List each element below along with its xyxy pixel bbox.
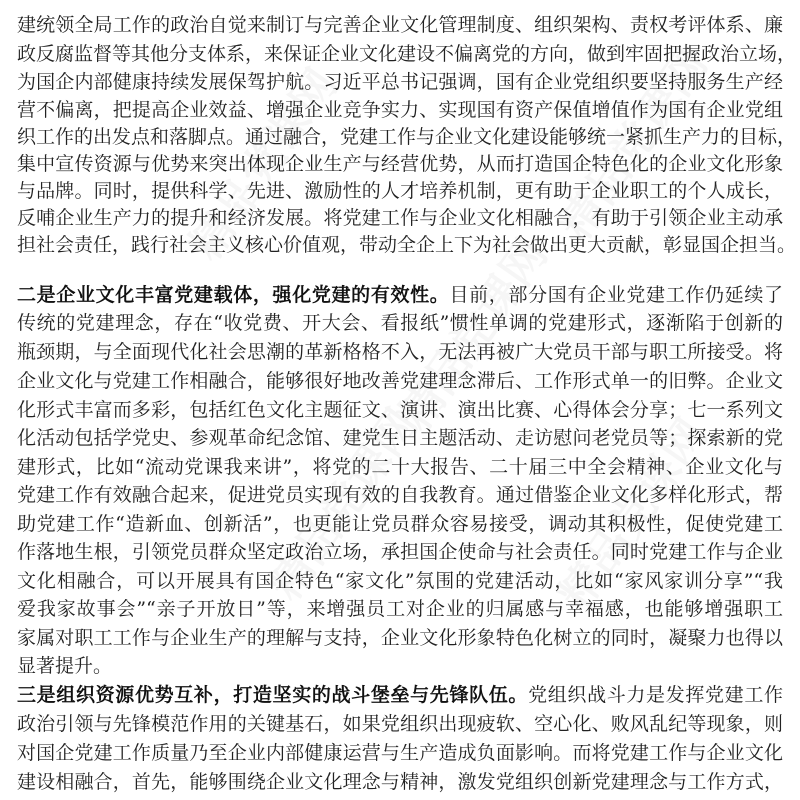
text-line [17, 567, 783, 595]
line-text: 化形式丰富而多彩，包括红色文化主题征文、演讲、演出比赛、心得体会分享；七一系列文 [17, 399, 783, 421]
text-line [17, 538, 783, 566]
line-text: 建形式，比如“流动党课我来讲”，将党的二十大报告、二十届三中全会精神、企业文化与 [17, 456, 783, 478]
text-line [17, 150, 783, 178]
line-text: 织工作的出发点和落脚点。通过融合，党建工作与企业文化建设能够统一紧抓生产力的目标， [17, 126, 797, 148]
line-text: 担社会责任，践行社会主义核心价值观，带动全企上下为社会做出更大贡献，彰显国企担当。 [17, 234, 797, 256]
line-text: 助党建工作“造新血、创新活”，也更能让党员群众容易接受，调动其积极性，促使党建工 [17, 513, 783, 535]
text-line [17, 11, 783, 39]
text-line [17, 510, 783, 538]
text-line [17, 177, 783, 205]
line-text: 与品牌。同时，提供科学、先进、激励性的人才培养机制，更有助于企业职工的个人成长， [17, 180, 783, 202]
line-text: 建设相融合，首先，能够围绕企业文化理念与精神，激发党组织创新党建理念与工作方式， [17, 771, 783, 793]
line-text: 政反腐监督等其他分支体系，来保证企业文化建设不偏离党的方向，做到牢固把握政治立场， [17, 43, 797, 65]
line-text: 化活动包括学党史、参观革命纪念馆、建党生日主题活动、走访慰问老党员等；探索新的党 [17, 427, 783, 449]
text-line [17, 453, 783, 481]
text-line [17, 204, 783, 232]
line-text: 爱我家故事会”“亲子开放日”等，来增强员工对企业的归属感与幸福感，也能够增强职工 [17, 598, 783, 620]
text-line [17, 281, 783, 309]
line-text: 瓶颈期，与全面现代化社会思潮的革新格格不入，无法再被广大党员干部与职工所接受。将 [17, 341, 783, 363]
text-line [17, 309, 783, 337]
paragraph-heading: 三是组织资源优势互补，打造坚实的战斗堡垒与先锋队伍。 [17, 684, 529, 706]
line-text: 作落地生根，引领党员群众坚定政治立场，承担国企使命与社会责任。同时党建工作与企业 [17, 541, 783, 563]
text-line [17, 96, 783, 124]
text-line [17, 624, 783, 652]
text-line [17, 68, 783, 96]
line-text: 对国企党建工作质量乃至企业内部健康运营与生产造成负面影响。而将党建工作与企业文化 [17, 742, 783, 764]
text-line [17, 367, 783, 395]
text-line [17, 481, 783, 509]
text-line [17, 739, 783, 767]
line-text: 建统领全局工作的政治自觉来制订与完善企业文化管理制度、组织架构、责权考评体系、廉 [17, 14, 783, 36]
line-text: 家属对职工工作与企业生产的理解与支持，企业文化形象特色化树立的同时，凝聚力也得以 [17, 627, 783, 649]
line-text: 为国企内部健康持续发展保驾护航。习近平总书记强调，国有企业党组织要坚持服务生产经 [17, 71, 783, 93]
text-line [17, 710, 783, 738]
line-text: 政治引领与先锋模范作用的关键基石，如果党组织出现疲软、空心化、败风乱纪等现象，则 [17, 713, 783, 735]
text-line [17, 396, 783, 424]
text-line [17, 768, 783, 796]
line-text: 目前，部分国有企业党建工作仍延续了 [449, 284, 783, 306]
text-line [17, 424, 783, 452]
line-text: 文化相融合，可以开展具有国企特色“家文化”氛围的党建活动，比如“家风家训分享”“我 [17, 570, 783, 592]
line-text: 党建工作有效融合起来，促进党员实现有效的自我教育。通过借鉴企业文化多样化形式，帮 [17, 484, 783, 506]
line-text: 营不偏离，把提高企业效益、增强企业竞争实力、实现国有资产保值增值作为国有企业党组 [17, 99, 783, 121]
text-line [17, 681, 783, 709]
line-text: 显著提升。 [17, 655, 113, 677]
line-text: 传统的党建理念，存在“收党费、开大会、看报纸”惯性单调的党建形式，逐渐陷于创新的 [17, 312, 783, 334]
line-text: 反哺企业生产力的提升和经济发展。将党建工作与企业文化相融合，有助于引领企业主动承 [17, 207, 783, 229]
line-text: 集中宣传资源与优势来突出体现企业生产与经营优势，从而打造国企特色化的企业文化形象 [17, 153, 783, 175]
text-line [17, 123, 797, 151]
text-line [17, 40, 797, 68]
text-line [17, 231, 797, 259]
paragraph-heading: 二是企业文化丰富党建载体，强化党建的有效性。 [17, 284, 450, 306]
text-line [17, 652, 783, 680]
line-text: 企业文化与党建工作相融合，能够很好地改善党建理念滞后、工作形式单一的旧弊。企业文 [17, 370, 783, 392]
partial-text-line [17, 0, 783, 10]
line-text: 党组织战斗力是发挥党建工作 [528, 684, 783, 706]
text-line [17, 338, 783, 366]
text-line [17, 595, 783, 623]
